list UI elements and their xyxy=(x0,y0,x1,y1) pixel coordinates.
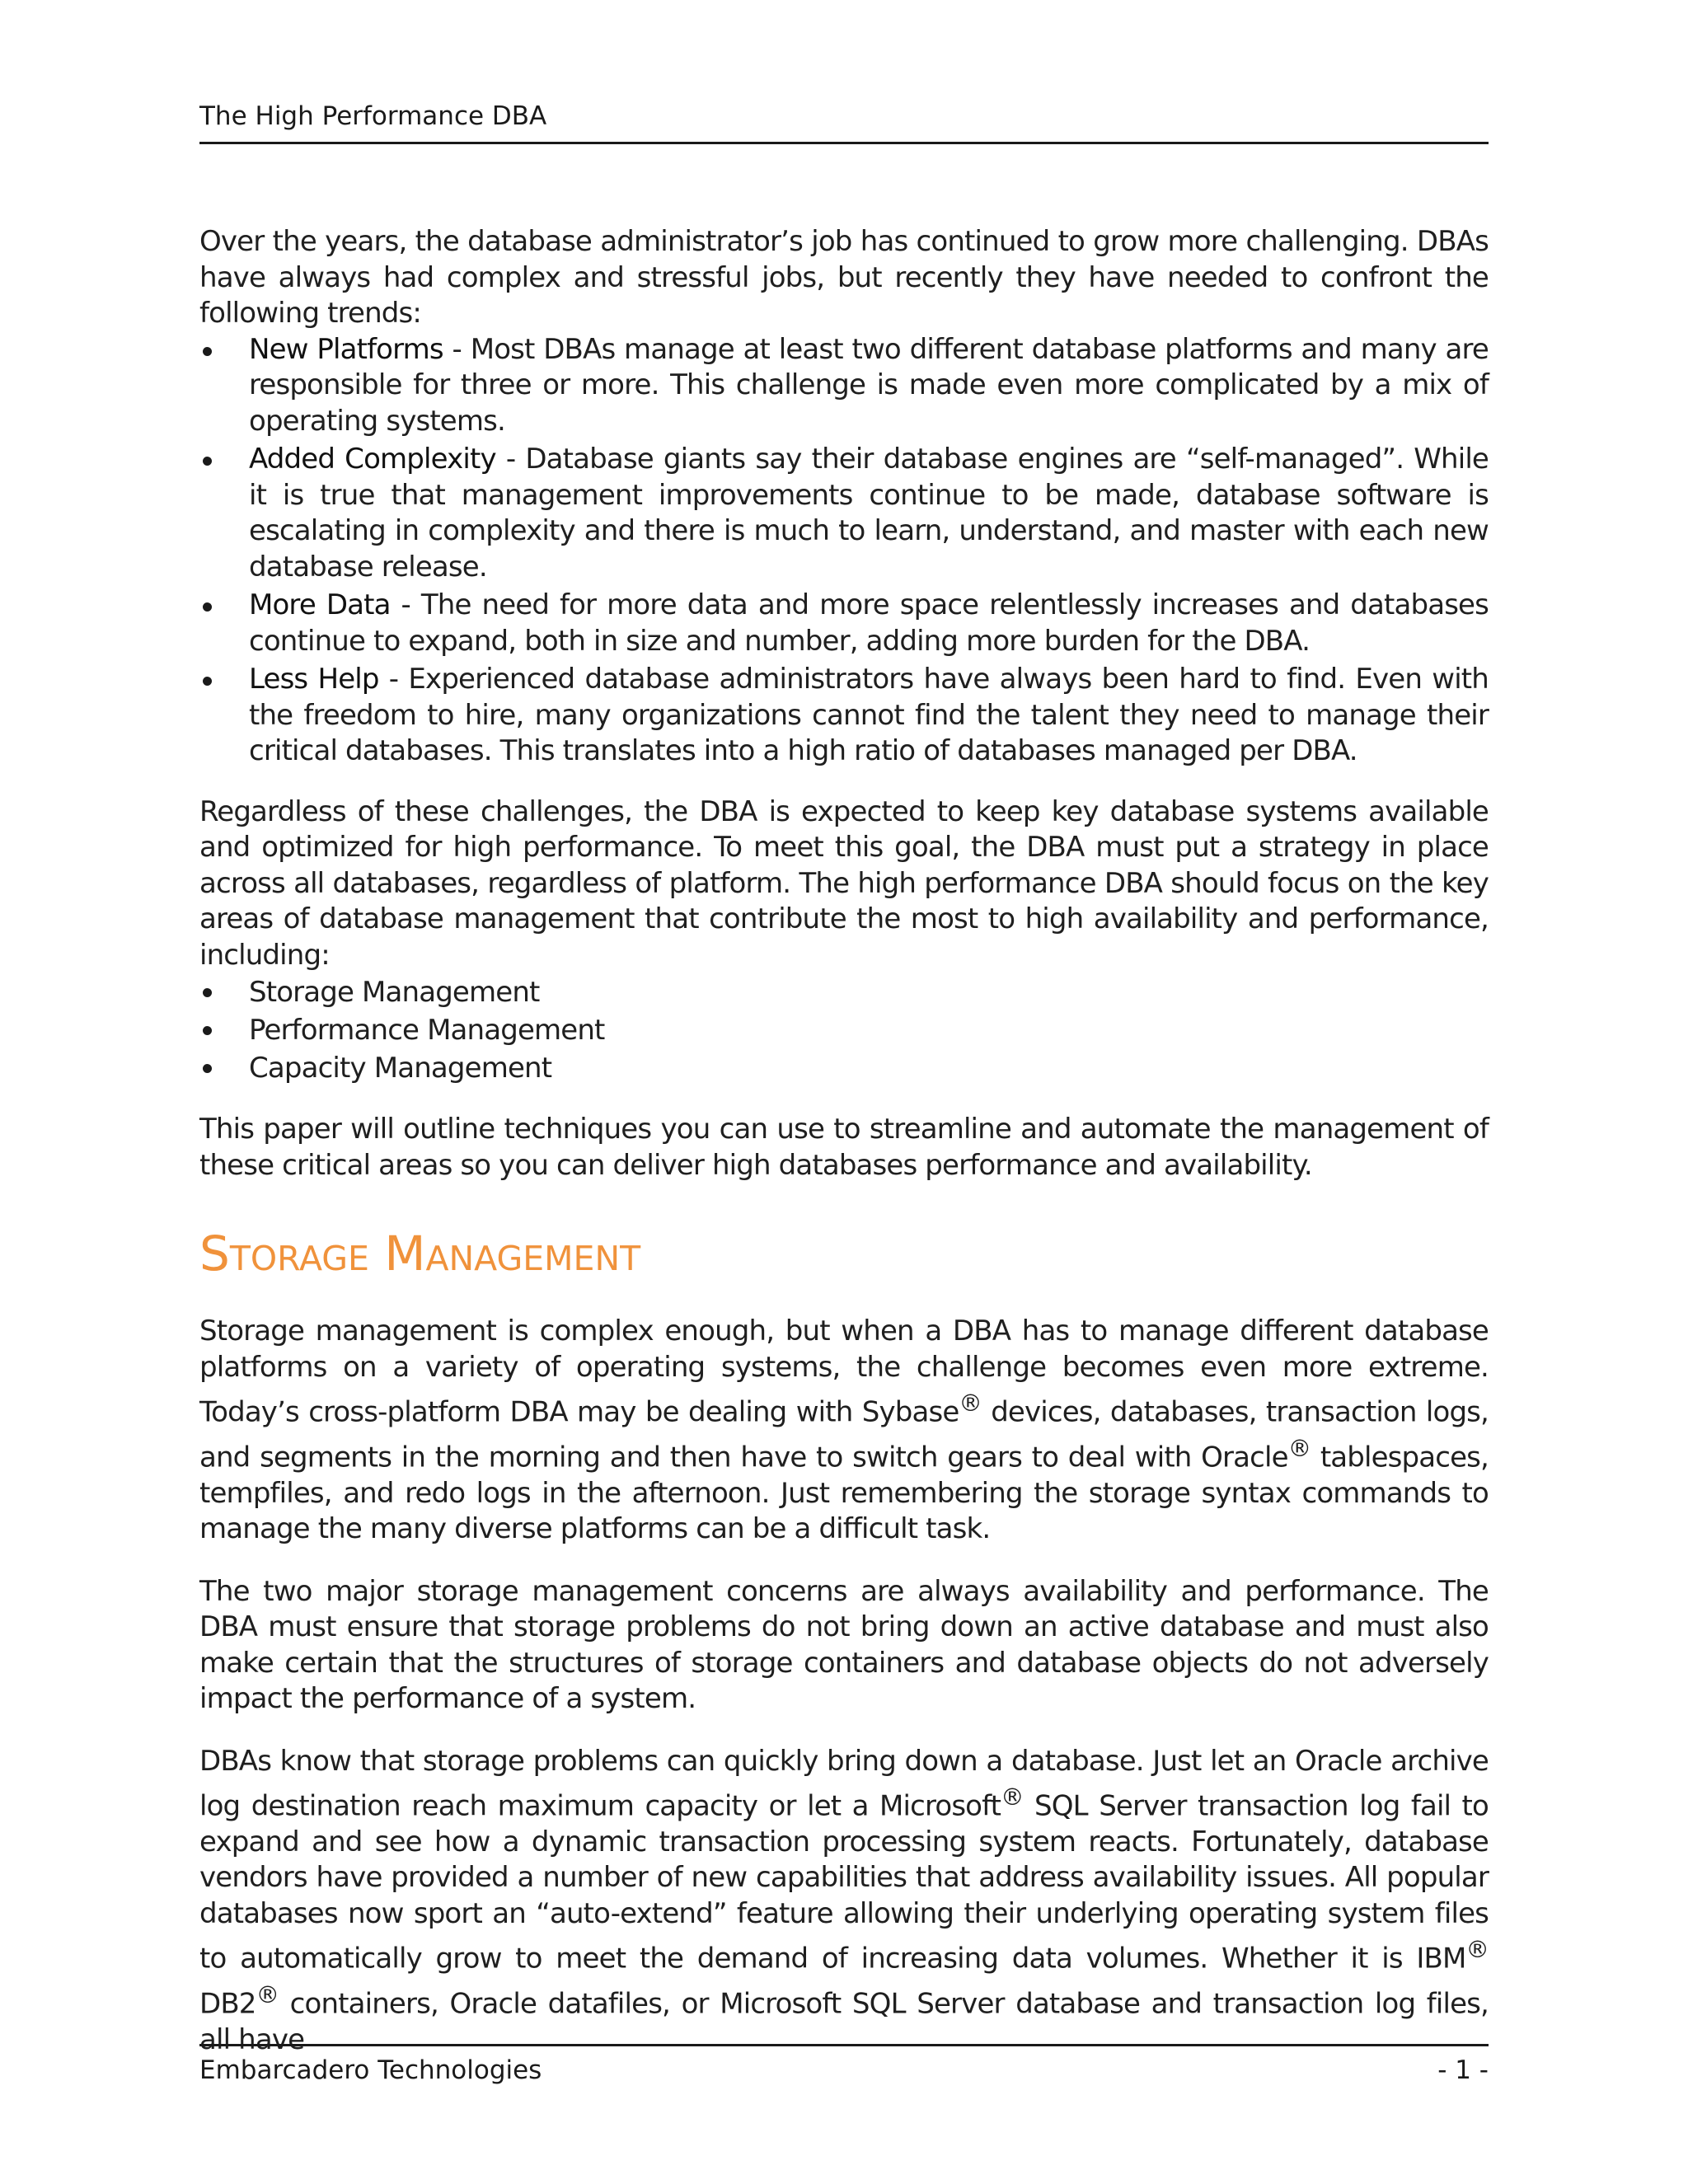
company-name: Embarcadero Technologies xyxy=(199,2055,542,2085)
trend-term: Less Help xyxy=(249,663,379,696)
list-item xyxy=(199,662,1489,770)
bullet-icon xyxy=(203,1026,212,1035)
paragraph-text: containers, Oracle datafiles, or Microsoft SQL Server database and transaction log files, all have xyxy=(199,1987,1489,2057)
bullet-icon xyxy=(203,1064,212,1073)
bullet-icon xyxy=(203,677,212,686)
trend-description: - The need for more data and more space relentlessly increases and databases continue to expand, both in size and number, adding more burden for the DBA. xyxy=(249,588,1489,658)
paragraph-text: tablespaces, tempfiles, and redo logs in the afternoon. Just remembering the storage syntax commands to manage the many diverse platforms can be a difficult task. xyxy=(199,1441,1489,1546)
key-area-label: Performance Management xyxy=(249,1014,605,1047)
trend-description: - Experienced database administrators have always been hard to find. Even with the freedom to hire, many organizations cannot find the talent they need to manage their critical databases. This translates into a high ratio of databases managed per DBA. xyxy=(249,663,1489,767)
list-item xyxy=(199,973,1489,1011)
bullet-icon xyxy=(203,347,212,356)
registered-trademark: ® xyxy=(1287,1434,1311,1462)
list-item xyxy=(199,588,1489,659)
storage-paragraph-2: The two major storage management concerns are always availability and performance. The DBA must ensure that storage problems do not bring down an active database and must also make certain that the structures of storage containers and database objects do not adversely impact the performance of a system. xyxy=(199,1574,1489,1716)
registered-trademark: ® xyxy=(959,1390,982,1417)
challenges-paragraph: Regardless of these challenges, the DBA is expected to keep key database systems available and optimized for high performance. To meet this goal, the DBA must put a strategy in place across all databases, regardless of platform. The high performance DBA should focus on the key areas of database management that contribute the most to high availability and performance, including: xyxy=(199,794,1489,972)
bullet-icon xyxy=(203,602,212,612)
key-areas-list xyxy=(199,973,1489,1087)
paragraph-text: DBAs know that storage problems can quickly bring down a database. Just let an Oracle archive log destination reach maximum capacity or let a Microsoft xyxy=(199,1744,1489,1823)
trend-description: - Most DBAs manage at least two different database platforms and many are responsible for three or more. This challenge is made even more complicated by a mix of operating systems. xyxy=(249,332,1489,438)
storage-paragraph-1 xyxy=(199,1314,1489,1548)
list-item xyxy=(199,1011,1489,1049)
outline-paragraph: This paper will outline techniques you can use to streamline and automate the management of these critical areas so you can deliver high databases performance and availability. xyxy=(199,1113,1489,1182)
paragraph-text: SQL Server transaction log fail to expand and see how a dynamic transaction processing system reacts. Fortunately, database vendors have provided a number of new capabilities that address availability issues. All popular databases now sport an “auto-extend” feature allowing their underlying operating system files to automatically grow to meet the demand of increasing data volumes. Whether it is IBM xyxy=(199,1789,1489,1975)
key-area-label: Capacity Management xyxy=(249,1052,552,1085)
list-item xyxy=(199,332,1489,440)
list-item xyxy=(199,442,1489,585)
trends-list xyxy=(199,332,1489,770)
running-header xyxy=(199,97,1489,144)
registered-trademark: ® xyxy=(256,1981,279,2009)
bullet-icon xyxy=(203,457,212,466)
key-area-label: Storage Management xyxy=(249,976,540,1009)
list-item xyxy=(199,1049,1489,1087)
running-footer xyxy=(199,2044,1489,2085)
paragraph-text: Storage management is complex enough, but when a DBA has to manage different database platforms on a variety of operating systems, the challenge becomes even more extreme. Today’s cross-platform DBA may be dealing with Sybase xyxy=(199,1315,1489,1429)
trend-term: More Data xyxy=(249,588,391,621)
page-body xyxy=(199,224,1489,2085)
document-page xyxy=(199,0,1489,2184)
trend-description: - Database giants say their database engines are “self-managed”. While it is true that management improvements continue to be made, database software is escalating in complexity and there is much to learn, understand, and master with each new database release. xyxy=(249,443,1489,583)
trend-term: Added Complexity xyxy=(249,443,496,476)
registered-trademark: ® xyxy=(1001,1783,1024,1811)
intro-paragraph: Over the years, the database administrator’s job has continued to grow more challenging. DBAs have always had complex and stressful jobs, but recently they have needed to confront the following trends: xyxy=(199,225,1489,330)
registered-trademark: ® xyxy=(1465,1936,1489,1964)
page-number: - 1 - xyxy=(1437,2055,1489,2085)
storage-paragraph-3 xyxy=(199,1744,1489,2059)
document-title: The High Performance DBA xyxy=(199,101,547,131)
bullet-icon xyxy=(203,988,212,997)
section-heading: Storage Management xyxy=(199,1226,641,1282)
paragraph-text: DB2 xyxy=(199,1987,256,2021)
paragraph-text: devices, databases, transaction logs, and segments in the morning and then have to switch gears to deal with Oracle xyxy=(199,1395,1489,1474)
trend-term: New Platforms xyxy=(249,332,443,366)
